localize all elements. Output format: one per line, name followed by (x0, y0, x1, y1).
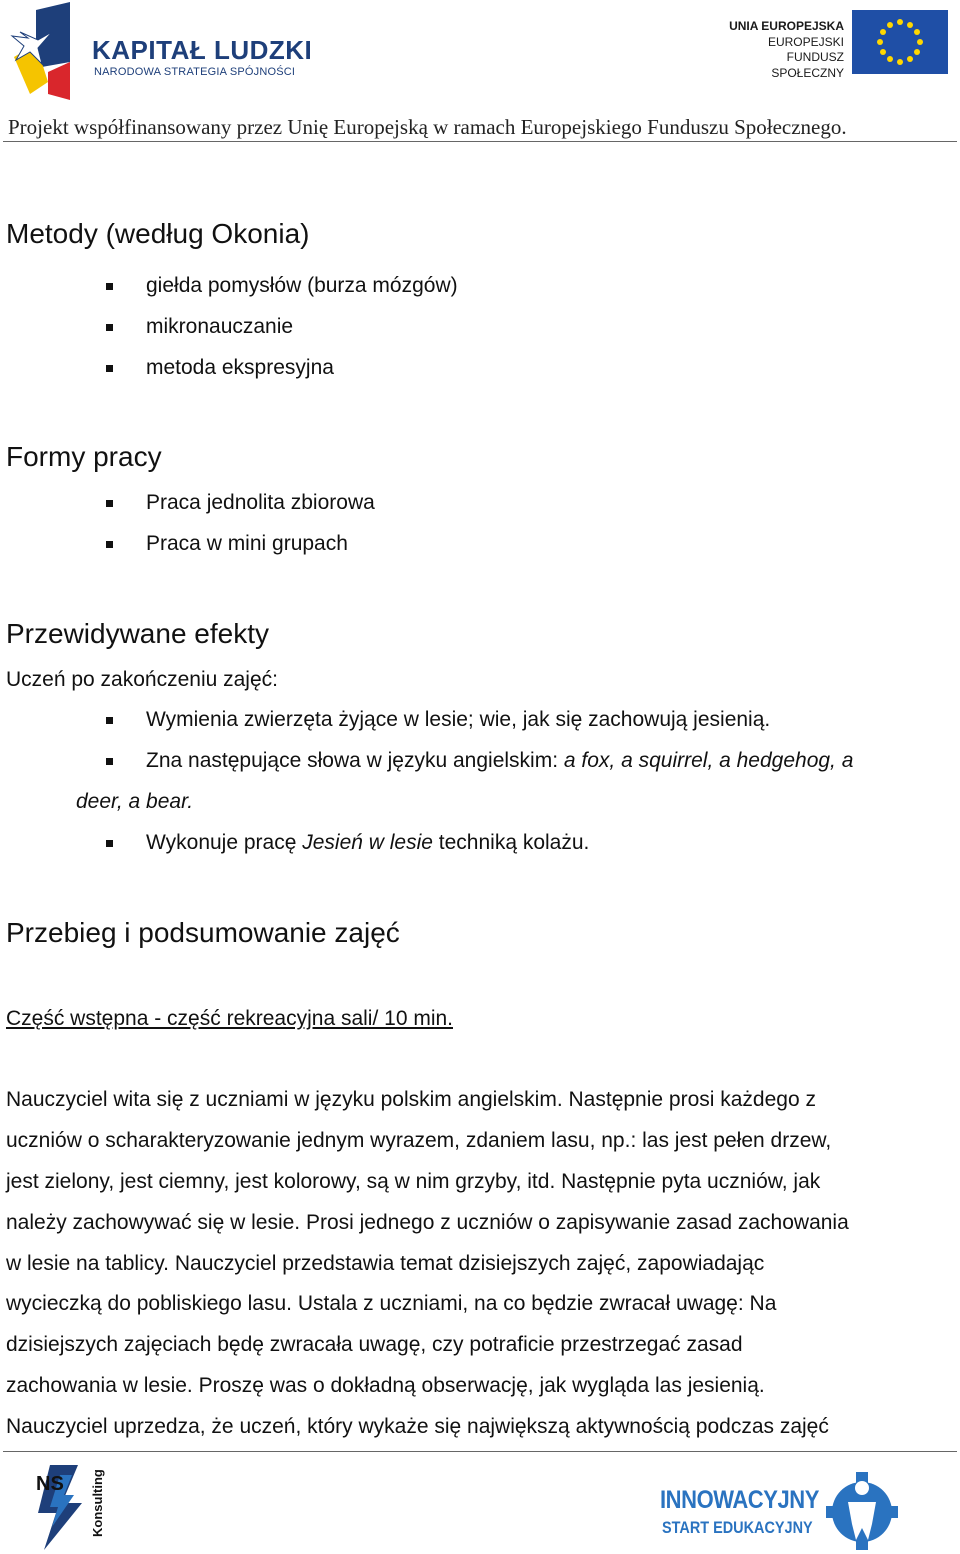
course-subheading: Część wstępna - część rekreacyjna sali/ 10 min. (6, 1007, 453, 1030)
kapital-ludzki-title: KAPITAŁ LUDZKI (92, 35, 313, 65)
bullet-square-icon (106, 324, 113, 331)
methods-item-3: metoda ekspresyjna (146, 356, 334, 379)
effects-item-2-italic: a fox, a squirrel, a hedgehog, a (563, 749, 854, 772)
effects-item-2 (146, 749, 853, 773)
bullet-square-icon (106, 283, 113, 290)
effects-item-3-italic: Jesień w lesie (302, 831, 433, 854)
bullet-square-icon (106, 717, 113, 724)
course-heading: Przebieg i podsumowanie zajęć (6, 917, 400, 948)
course-paragraph-line: Nauczyciel uprzedza, że uczeń, który wykaże się największą aktywnością podczas zajęć (6, 1415, 829, 1438)
effects-item-2-italic-line2: deer, a bear. (76, 790, 194, 813)
start-edukacyjny-title: START EDUKACYJNY (662, 1518, 813, 1537)
eu-logo-line1: UNIA EUROPEJSKA (729, 19, 844, 33)
course-paragraph-line: wycieczką do pobliskiego lasu. Ustala z uczniami, na co będzie zwracał uwagę: Na (6, 1292, 777, 1315)
eu-logo-line2: EUROPEJSKI (767, 35, 844, 49)
forms-item-2: Praca w mini grupach (146, 532, 348, 555)
effects-item-2-prefix: Zna następujące słowa w języku angielskim: (146, 749, 564, 772)
ns-letters: NS (36, 1473, 64, 1495)
kapital-ludzki-logo (8, 2, 313, 102)
methods-item-1: giełda pomysłów (burza mózgów) (146, 274, 458, 297)
forms-item-1: Praca jednolita zbiorowa (146, 491, 375, 514)
effects-heading: Przewidywane efekty (6, 618, 270, 649)
effects-item-3 (146, 831, 589, 855)
project-cofinancing-line: Projekt współfinansowany przez Unię Europejską w ramach Europejskiego Funduszu Społecznego. (8, 115, 847, 139)
eu-logo (712, 8, 952, 78)
eu-logo-line3: FUNDUSZ SPOŁECZNY (771, 50, 844, 80)
course-paragraph-line: dzisiejszych zajęciach będę zwracała uwagę, czy potraficie przestrzegać zasad (6, 1333, 743, 1356)
course-paragraph-line: zachowania w lesie. Proszę was o dokładną obserwację, jak wygląda las jesienią. (6, 1374, 765, 1397)
course-paragraph-line: Nauczyciel wita się z uczniami w języku polskim angielskim. Następnie prosi każdego z (6, 1088, 816, 1111)
kapital-ludzki-subtitle: NARODOWA STRATEGIA SPÓJNOŚCI (94, 66, 296, 78)
methods-heading: Metody (według Okonia) (6, 218, 310, 249)
eu-flag-icon (852, 10, 948, 74)
effects-intro: Uczeń po zakończeniu zajęć: (6, 668, 278, 691)
effects-item-3-suffix: techniką kolażu. (432, 831, 590, 854)
footer-divider (3, 1451, 957, 1452)
course-paragraph-line: należy zachowywać się w lesie. Prosi jednego z uczniów o zapisywanie zasad zachowania (6, 1211, 849, 1234)
header-divider (3, 141, 957, 142)
bullet-square-icon (106, 365, 113, 372)
bullet-square-icon (106, 541, 113, 548)
effects-item-3-prefix: Wykonuje pracę (146, 831, 303, 854)
bullet-square-icon (106, 500, 113, 507)
forms-heading: Formy pracy (6, 441, 162, 472)
innowacyjny-title: INNOWACYJNY (660, 1486, 819, 1514)
konsulting-text: Konsulting (90, 1469, 105, 1537)
effects-item-2-continued (76, 790, 193, 814)
course-paragraph-line: uczniów o scharakteryzowanie jednym wyrazem, zdaniem lasu, np.: las jest pełen drzew, (6, 1129, 832, 1152)
innowacyjny-start-logo (660, 1468, 900, 1550)
kapital-ludzki-emblem-icon (8, 2, 98, 102)
course-paragraph-line: jest zielony, jest ciemny, jest kolorowy, są w nim grzyby, itd. Następnie pyta uczniów, jak (6, 1170, 821, 1193)
bullet-square-icon (106, 758, 113, 765)
course-paragraph-line: w lesie na tablicy. Nauczyciel przedstawia temat dzisiejszych zajęć, zapowiadając (6, 1252, 765, 1275)
effects-item-1: Wymienia zwierzęta żyjące w lesie; wie, jak się zachowują jesienią. (146, 708, 771, 731)
bullet-square-icon (106, 840, 113, 847)
methods-item-2: mikronauczanie (146, 315, 294, 338)
ns-konsulting-logo (30, 1465, 120, 1550)
gear-figure-icon (826, 1468, 898, 1550)
